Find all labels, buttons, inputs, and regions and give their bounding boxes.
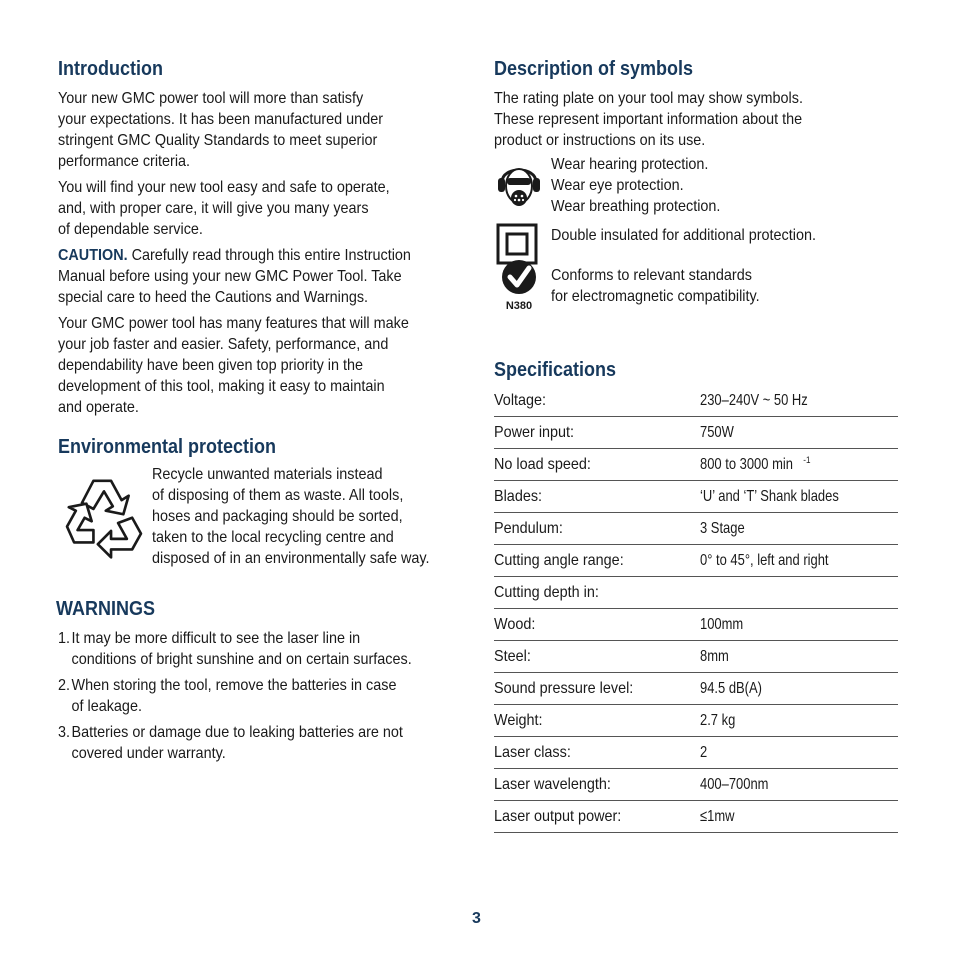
spec-value: 400–700nm — [700, 769, 898, 801]
caution-text: Carefully read through this entire Instruction Manual before using your new GMC Power Tool. Take special care to heed the Cautions and Warnings. — [58, 247, 411, 306]
table-row — [494, 513, 898, 545]
c-tick-row — [494, 265, 898, 312]
spec-value: 94.5 dB(A) — [700, 673, 898, 705]
spec-value: 800 to 3000 min $^{-1}$ — [700, 449, 898, 481]
table-row — [494, 577, 898, 609]
spec-value: 0° to 45°, left and right — [700, 545, 898, 577]
table-row — [494, 801, 898, 833]
spec-label: Steel: — [494, 641, 700, 673]
spec-value: 100mm — [700, 609, 898, 641]
intro-paragraph-1: Your new GMC power tool will more than satisfy your expectations. It has been manufactured under stringent GMC Quality Standards to meet superior performance criteria. — [58, 90, 384, 170]
right-column — [494, 56, 898, 833]
list-item: 1. It may be more difficult to see the laser line in conditions of bright sunshine and on certain surfaces. — [58, 630, 412, 668]
environmental-text: Recycle unwanted materials instead of disposing of them as waste. All tools, hoses and packaging should be sorted, taken to the local recycling centre and disposed of in an environmentally safe way. — [152, 466, 430, 567]
table-row — [494, 481, 898, 513]
spec-label: Voltage: — [494, 385, 700, 417]
table-row — [494, 673, 898, 705]
spec-value: 3 Stage — [700, 513, 898, 545]
table-row — [494, 449, 898, 481]
symbols-heading: Description of symbols — [494, 58, 694, 80]
introduction-heading: Introduction — [58, 58, 163, 80]
spec-value: 2.7 kg — [700, 705, 898, 737]
hearing-eye-breathing-protection-icon — [496, 158, 542, 210]
spec-label: Sound pressure level: — [494, 673, 700, 705]
spec-label: Pendulum: — [494, 513, 700, 545]
caution-paragraph — [58, 245, 450, 308]
symbols-intro: The rating plate on your tool may show symbols. These represent important information about the product or instructions on its use. — [494, 90, 803, 149]
table-row — [494, 737, 898, 769]
ppe-symbol-text: Wear hearing protection. Wear eye protection. Wear breathing protection. — [551, 156, 721, 215]
warnings-list — [58, 628, 450, 764]
double-insulated-row — [494, 225, 898, 246]
intro-paragraph-4: Your GMC power tool has many features that will make your job faster and easier. Safety, performance, and dependability have been given top priority in the development of this tool, making it easy to maintain and operate. — [58, 315, 409, 416]
spec-label: Laser wavelength: — [494, 769, 700, 801]
warnings-heading: WARNINGS — [56, 598, 155, 620]
spec-value: ≤1mw — [700, 801, 898, 833]
ppe-symbol-row — [494, 154, 898, 217]
left-column — [58, 56, 450, 769]
spec-label: Weight: — [494, 705, 700, 737]
spec-label: Laser class: — [494, 737, 700, 769]
c-tick-text: Conforms to relevant standards for electromagnetic compatibility. — [551, 267, 760, 305]
spec-label: Blades: — [494, 481, 700, 513]
list-item: 2. When storing the tool, remove the batteries in case of leakage. — [58, 677, 397, 715]
specifications-heading: Specifications — [494, 359, 617, 381]
spec-value: 750W — [700, 417, 898, 449]
list-item: 3. Batteries or damage due to leaking batteries are not covered under warranty. — [58, 724, 403, 762]
spec-label: Wood: — [494, 609, 700, 641]
spec-label: Cutting depth in: — [494, 577, 700, 609]
c-tick-mark — [496, 259, 542, 312]
table-row — [494, 769, 898, 801]
spec-value — [700, 577, 898, 609]
intro-paragraph-2: You will find your new tool easy and safe to operate, and, with proper care, it will give you many years of dependable service. — [58, 179, 390, 238]
specifications-table — [494, 385, 898, 833]
spec-label: Power input: — [494, 417, 700, 449]
table-row — [494, 609, 898, 641]
page-number: 3 — [472, 910, 481, 927]
environmental-heading: Environmental protection — [58, 436, 277, 458]
spec-value: 2 — [700, 737, 898, 769]
spec-label: Laser output power: — [494, 801, 700, 833]
table-row — [494, 705, 898, 737]
table-row — [494, 385, 898, 417]
table-row — [494, 417, 898, 449]
recycle-icon — [60, 472, 148, 560]
spec-value: 230–240V ~ 50 Hz — [700, 385, 898, 417]
caution-label: CAUTION. — [58, 247, 128, 264]
c-tick-code: N380 — [505, 300, 533, 312]
c-tick-icon — [501, 259, 537, 295]
table-row — [494, 641, 898, 673]
environmental-section — [58, 464, 450, 574]
spec-label: Cutting angle range: — [494, 545, 700, 577]
table-row — [494, 545, 898, 577]
spec-label: No load speed: — [494, 449, 700, 481]
double-insulated-text: Double insulated for additional protection. — [551, 227, 816, 244]
spec-value: ‘U’ and ‘T’ Shank blades — [700, 481, 898, 513]
spec-value: 8mm — [700, 641, 898, 673]
